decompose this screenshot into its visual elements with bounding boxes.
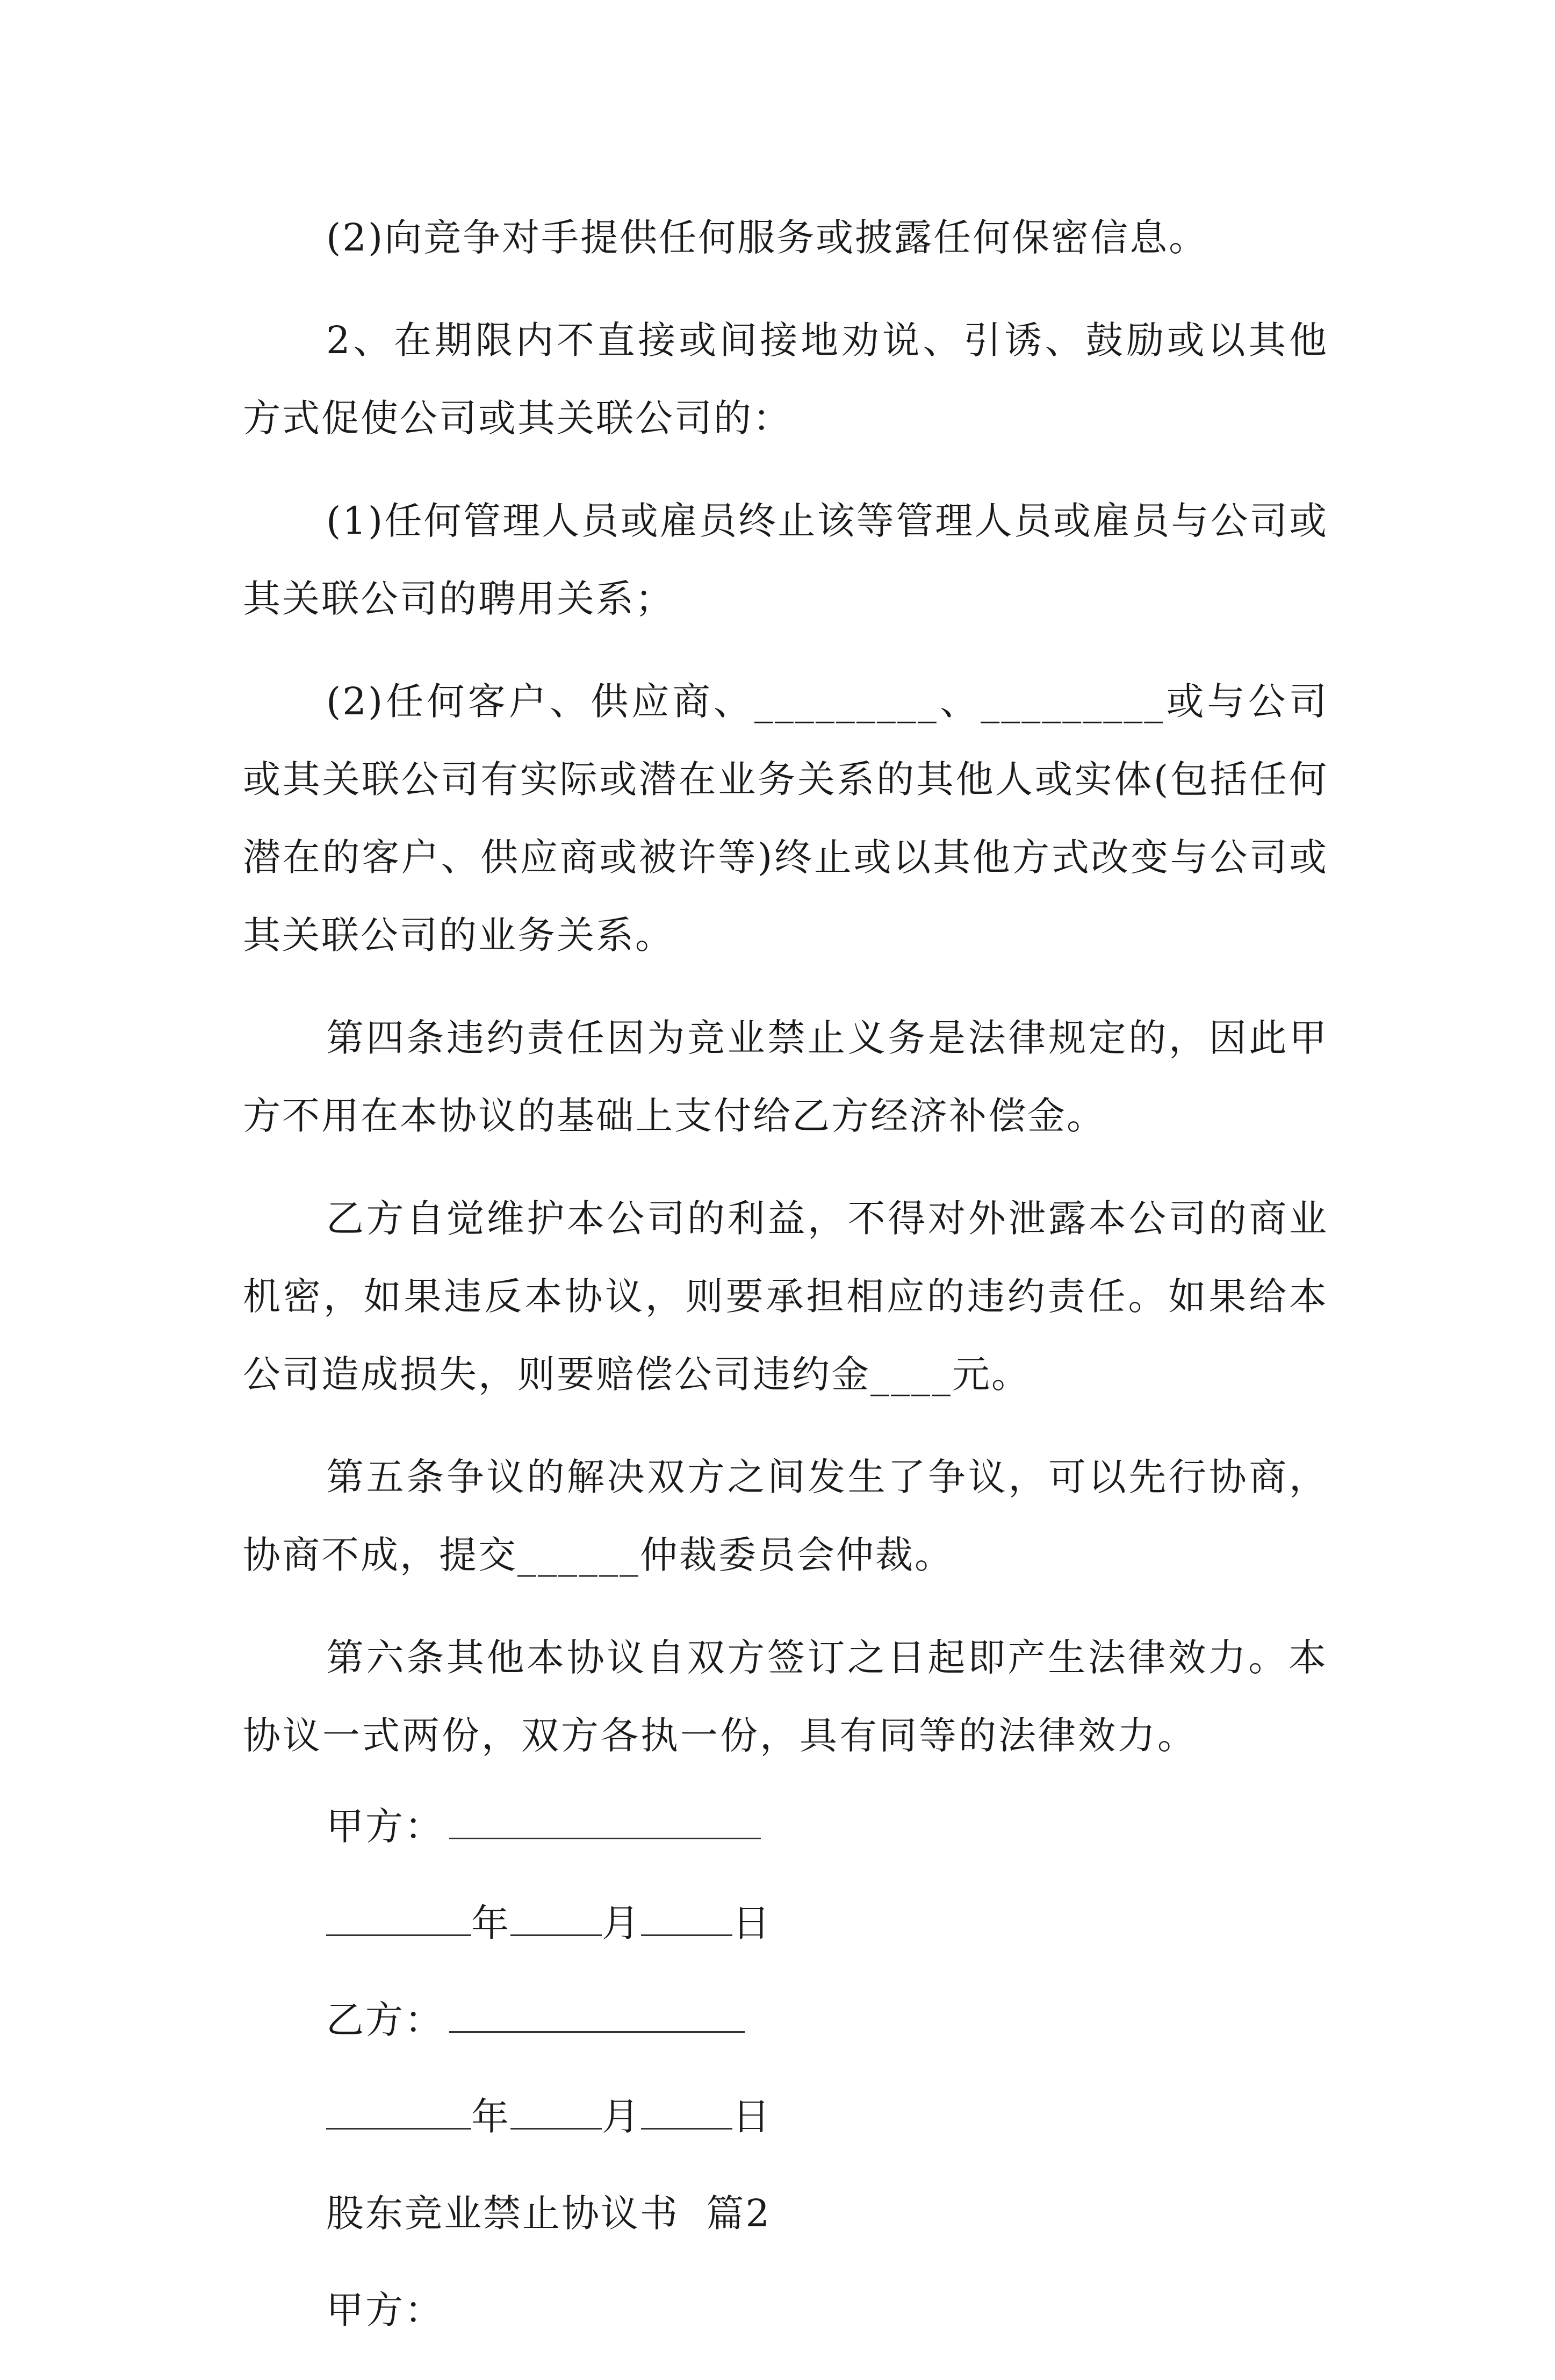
party-a-year-label: 年 — [471, 1901, 510, 1945]
party-b-label: 乙方： — [326, 1998, 444, 2042]
paragraph-article-5-dispute: 第五条争议的解决双方之间发生了争议，可以先行协商，协商不成，提交______仲裁委员会仲裁。 — [243, 1455, 1328, 1577]
paragraph-clause-2-solicitation: 2、在期限内不直接或间接地劝说、引诱、鼓励或以其他方式促使公司或其关联公司的： — [243, 318, 1328, 440]
document-body — [243, 199, 1328, 2380]
party-b-day-label: 日 — [732, 2095, 772, 2139]
section-title: 股东竞业禁止协议书 篇2 — [326, 2191, 772, 2235]
paragraph-article-6-other: 第六条其他本协议自双方签订之日起即产生法律效力。本协议一式两份，双方各执一份，具有同等的法律效力。 — [243, 1636, 1328, 1758]
party-b-name-blank — [449, 1997, 745, 2033]
party-a-month-label: 月 — [602, 1901, 641, 1945]
party-a-month-blank — [510, 1900, 602, 1936]
party-b-day-blank — [641, 2094, 732, 2130]
paragraph-article-4-liability: 第四条违约责任因为竞业禁止义务是法律规定的，因此甲方不用在本协议的基础上支付给乙方经济补偿金。 — [243, 1016, 1328, 1138]
next-party-a-label: 甲方： — [326, 2288, 444, 2332]
party-a-day-label: 日 — [732, 1901, 772, 1945]
party-a-name-blank — [449, 1803, 761, 1839]
party-b-month-blank — [510, 2094, 602, 2130]
party-a-label: 甲方： — [326, 1804, 444, 1848]
party-b-date-line — [243, 2090, 1328, 2144]
party-b-year-label: 年 — [471, 2095, 510, 2139]
party-a-year-blank — [326, 1900, 471, 1936]
paragraph-clause-2-1-employees: (1)任何管理人员或雇员终止该等管理人员或雇员与公司或其关联公司的聘用关系； — [243, 499, 1328, 621]
party-b-month-label: 月 — [602, 2095, 641, 2139]
paragraph-confidentiality-penalty: 乙方自觉维护本公司的利益，不得对外泄露本公司的商业机密，如果违反本协议，则要承担相应的违约责任。如果给本公司造成损失，则要赔偿公司违约金____元。 — [243, 1196, 1328, 1396]
paragraph-clause-2-2-competitor: (2)向竞争对手提供任何服务或披露任何保密信息。 — [326, 216, 1208, 260]
party-a-day-blank — [641, 1900, 732, 1936]
party-a-signature-line — [243, 1800, 1328, 1853]
party-a-date-line — [243, 1896, 1328, 1950]
party-b-signature-line — [243, 1993, 1328, 2047]
party-b-year-blank — [326, 2094, 471, 2130]
paragraph-clause-2-2-customers: (2)任何客户、供应商、_________、_________或与公司或其关联公司有实际或潜在业务关系的其他人或实体(包括任何潜在的客户、供应商或被许等)终止或以其他方式改变与公司或其关联公司的业务关系。 — [243, 679, 1328, 957]
